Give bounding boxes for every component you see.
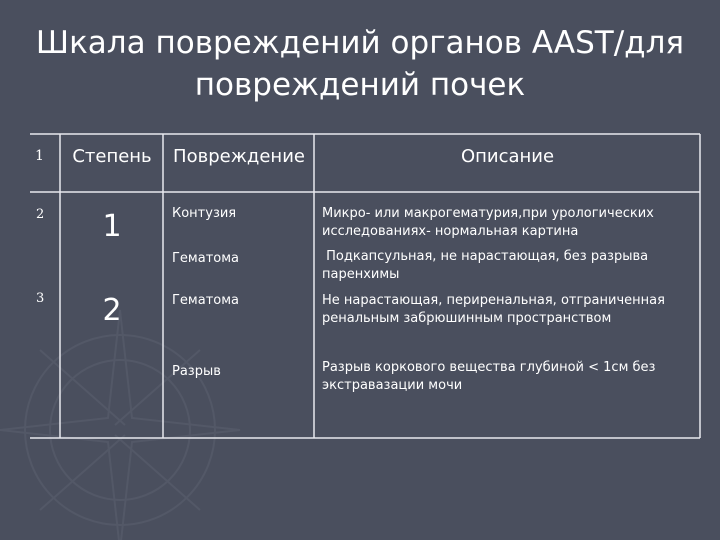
row-injury: Гематома: [172, 251, 239, 266]
row-injury: Гематома: [172, 293, 239, 308]
row-description-line1: Не нарастающая, периренальная, отграниченная: [322, 293, 665, 308]
row-description-line2: паренхимы: [322, 267, 400, 282]
row-grade: 1: [102, 209, 122, 244]
row-num: 3: [36, 291, 45, 306]
row-description-line1: Разрыв коркового вещества глубиной < 1см без: [322, 360, 656, 375]
header-grade: Степень: [72, 146, 152, 167]
row-description-line2: экстравазации мочи: [322, 378, 463, 393]
header-description: Описание: [460, 146, 555, 167]
slide-title-line2: повреждений почек: [194, 67, 526, 103]
row-injury: Контузия: [172, 206, 237, 221]
row-injury: Разрыв: [172, 364, 221, 379]
row-description-line1: Микро- или макрогематурия,при урологических: [322, 206, 654, 221]
slide-title-line1: Шкала повреждений органов AAST/для: [35, 25, 685, 61]
header-num: 1: [35, 148, 44, 164]
row-description-line2: ренальным забрюшинным пространством: [322, 311, 612, 326]
row-num: 2: [36, 207, 45, 222]
header-injury: Повреждение: [173, 146, 305, 167]
row-description-line1: Подкапсульная, не нарастающая, без разрыва: [322, 249, 649, 264]
row-grade: 2: [102, 293, 122, 328]
row-description-line2: исследованиях- нормальная картина: [322, 224, 579, 239]
